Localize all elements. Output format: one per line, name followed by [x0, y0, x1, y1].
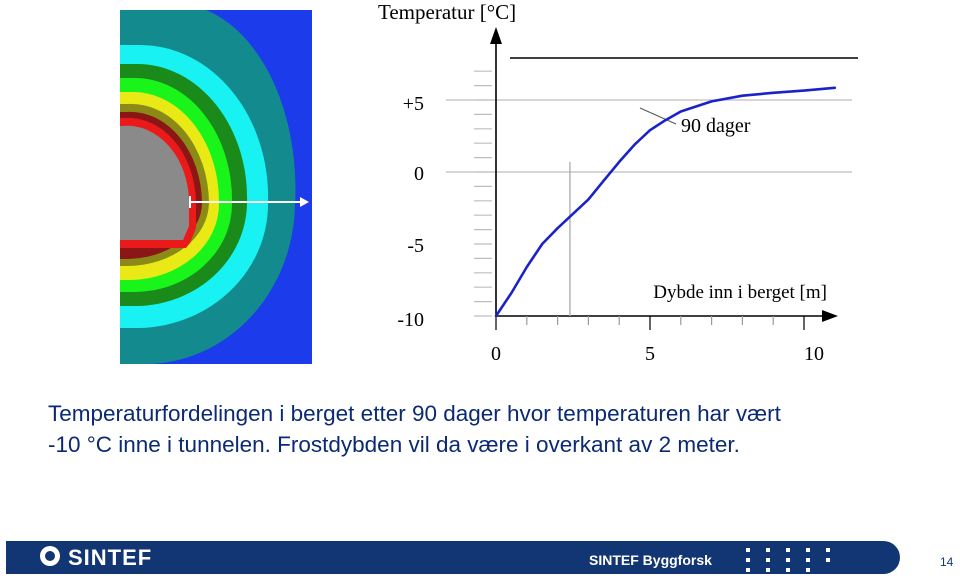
footer-dot — [786, 568, 790, 572]
x-tick-label-10: 10 — [804, 343, 824, 365]
tunnel-thermal-map — [120, 4, 312, 364]
temperature-chart — [378, 0, 858, 365]
x-axis-label: Dybde inn i berget [m] — [653, 282, 827, 303]
footer-dot — [746, 558, 750, 562]
footer-dot — [766, 558, 770, 562]
figure-caption — [48, 398, 948, 460]
chart-title: Temperatur [°C] — [378, 0, 517, 24]
footer-dot — [786, 558, 790, 562]
y-tick-label-minus5: -5 — [407, 235, 424, 257]
x-axis-arrowhead — [822, 310, 838, 322]
footer-band-end — [820, 541, 900, 574]
series-annotation: 90 dager — [681, 115, 751, 137]
footer-dot — [786, 548, 790, 552]
caption-line-2: -10 °C inne i tunnelen. Frostdybden vil da være i overkant av 2 meter. — [48, 432, 740, 457]
footer-bar — [0, 539, 960, 579]
page-number: 14 — [940, 555, 954, 569]
footer-org: SINTEF Byggforsk — [589, 552, 712, 568]
sintef-logo-icon — [40, 546, 60, 566]
x-tick-label-0: 0 — [491, 343, 501, 365]
footer-dot — [746, 548, 750, 552]
footer-dot — [806, 568, 810, 572]
x-tick-label-5: 5 — [645, 343, 655, 365]
footer-dot — [806, 558, 810, 562]
footer-dot — [826, 548, 830, 552]
caption-line-1: Temperaturfordelingen i berget etter 90 dager hvor temperaturen har vært — [48, 401, 781, 426]
footer-dot — [826, 558, 830, 562]
footer-logo: SINTEF — [68, 545, 153, 570]
y-minor-ticks — [474, 71, 492, 316]
y-axis-arrowhead — [490, 27, 502, 44]
x-ticks — [496, 316, 804, 330]
gridlines — [446, 100, 852, 172]
footer-dot — [766, 568, 770, 572]
footer-dot — [766, 548, 770, 552]
footer-dot — [746, 568, 750, 572]
y-tick-label-minus10: -10 — [397, 309, 424, 331]
footer-dot — [806, 548, 810, 552]
y-tick-label-plus5: +5 — [402, 93, 424, 115]
y-tick-label-0: 0 — [414, 163, 424, 185]
